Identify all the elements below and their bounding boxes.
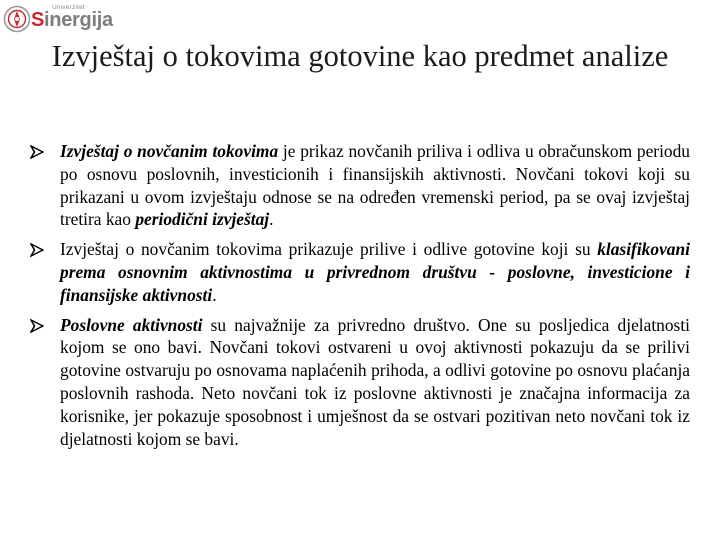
bullet-2-end: . — [212, 284, 217, 305]
university-emblem-icon — [2, 5, 32, 33]
university-logo — [2, 3, 113, 35]
bullet-list — [30, 140, 690, 457]
logo-wordmark — [31, 9, 113, 31]
arrow-bullet-icon — [30, 319, 44, 333]
bullet-item-2 — [30, 238, 690, 306]
arrow-bullet-icon — [30, 145, 44, 159]
logo-small-text: Univerzitet — [52, 4, 85, 11]
bullet-3-emphasis: Poslovne aktivnosti — [60, 314, 203, 335]
bullet-1-end: . — [269, 209, 274, 230]
bullet-2-emphasis-2: poslovne, investicione i finansijske aktivnosti — [60, 261, 690, 305]
logo-wordmark-rest: inergija — [44, 9, 113, 31]
bullet-item-1 — [30, 140, 690, 231]
bullet-item-3 — [30, 314, 690, 451]
bullet-1-emphasis: Izvještaj o novčanim tokovima — [60, 141, 279, 161]
slide-title: Izvještaj o tokovima gotovine kao predmet analize — [51, 39, 669, 73]
logo-wordmark-initial: S — [31, 9, 45, 31]
bullet-2-emphasis: klasifikovani prema osnovnim aktivnostima u privrednom društvu - — [60, 239, 690, 282]
bullet-1-text: je prikaz novčanih priliva i odliva u obračunskom periodu po osnovu poslovnih, investicionih i finansijskih aktivnosti. Novčani tokovi koji su prikazani u ovom izvještaju odnose se na određen vremenski period, pa se ovaj izvještaj tretira kao — [60, 141, 691, 230]
bullet-3-text: su najvažnije za privredno društvo. One su posljedica djelatnosti kojom se ono bavi. Novčani tokovi ostvareni u ovoj aktivnosti pokazuju da se prilivi gotovine ostvaruju po osnovama naplaćenih prihoda, a odlivi gotovine po osnovu plaćanja poslovnih rashoda. Neto novčani tok iz poslovne aktivnosti je značajna informacija za korisnike, jer pokazuje sposobnost i umješnost da se ostvari pozitivan neto novčani tok iz djelatnosti kojom se bavi. — [60, 314, 690, 449]
bullet-1-emphasis-2: periodični izvještaj — [135, 209, 270, 230]
bullet-2-text: Izvještaj o novčanim tokovima prikazuje prilive i odlive gotovine koji su — [60, 239, 598, 260]
arrow-bullet-icon — [30, 243, 44, 257]
